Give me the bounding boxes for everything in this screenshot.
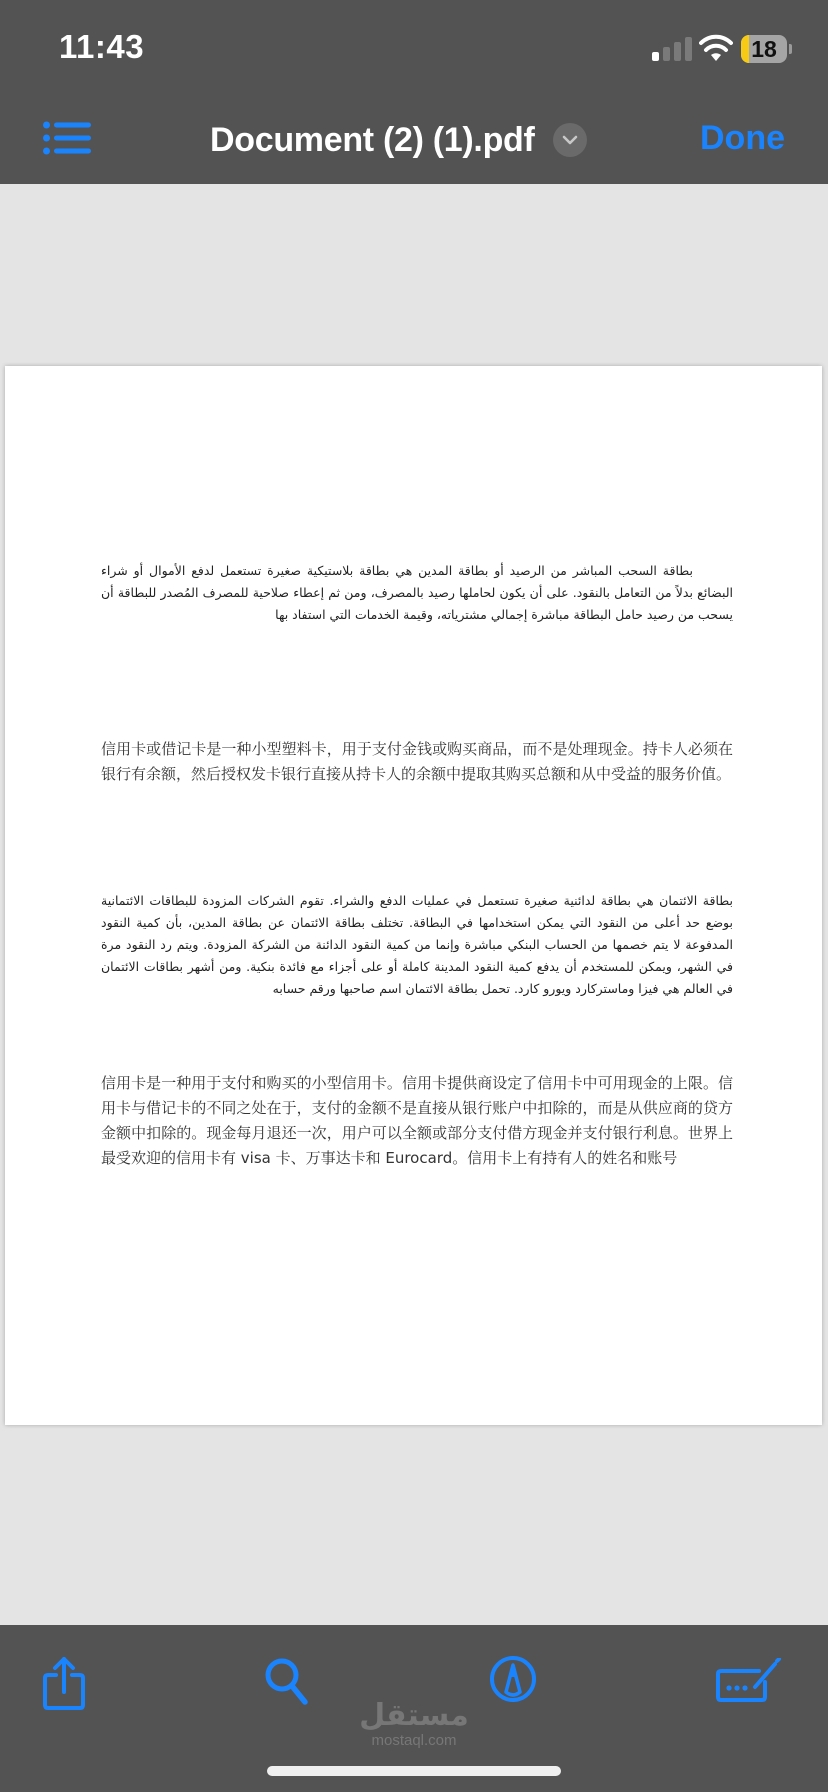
paragraph-arabic-credit-card: بطاقة الائتمان هي بطاقة لدائنية صغيرة تستعمل في عمليات الدفع والشراء. تقوم الشركات المزودة للبطاقات الائتمانية بوضع حد أعلى من النقود التي يمكن استخدامها في البطاقة. تختلف بطاقة الائتمان عن بطاقة المدين، بأن كمية النقود المدفوعة لا يتم خصمها من الحساب البنكي مباشرة وإنما من كمية النقود الدائنة من الشركة المزودة. ويتم رد النقود مرة في الشهر، ويمكن للمستخدم أن يدفع كمية النقود المدينة كاملة أو على أجزاء مع فائدة بنكية. ومن أشهر بطاقات الائتمان في العالم هي فيزا وماستركارد ويورو كارد. تحمل بطاقة الائتمان اسم صاحبها ورقم حسابه <box>101 893 733 996</box>
signature-icon[interactable] <box>715 1658 783 1704</box>
cellular-signal-icon <box>652 37 694 61</box>
battery-tip <box>789 44 792 54</box>
top-bar <box>0 0 828 184</box>
document-title-menu[interactable] <box>210 117 587 163</box>
status-time: 11:43 <box>59 28 145 65</box>
done-button[interactable]: Done <box>700 119 785 157</box>
battery-icon <box>741 35 787 63</box>
document-title: Document (2) (1).pdf <box>210 120 535 159</box>
paragraph-chinese-credit-card: 信用卡是一种用于支付和购买的小型信用卡。信用卡提供商设定了信用卡中可用现金的上限。信用卡与借记卡的不同之处在于，支付的金额不是直接从银行账户中扣除的，而是从供应商的贷方金额中扣除的。现金每月退还一次，用户可以全额或部分支付借方现金并支付银行利息。世界上最受欢迎的信用卡有 visa 卡、万事达卡和 Eurocard。信用卡上有持有人的姓名和账号 <box>101 1074 733 1167</box>
paragraph-chinese-debit-card: 信用卡或借记卡是一种小型塑料卡，用于支付金钱或购买商品，而不是处理现金。持卡人必须在银行有余额，然后授权发卡银行直接从持卡人的余额中提取其购买总额和从中受益的服务价值。 <box>101 740 733 783</box>
watermark <box>330 1700 498 1750</box>
pdf-page <box>5 366 822 1425</box>
list-icon[interactable] <box>43 121 91 155</box>
watermark-arabic: مستقل <box>359 1698 469 1733</box>
share-icon[interactable] <box>42 1655 86 1711</box>
home-indicator[interactable] <box>267 1766 561 1776</box>
chevron-down-icon[interactable] <box>553 123 587 157</box>
wifi-icon <box>699 34 733 62</box>
search-icon[interactable] <box>264 1657 310 1707</box>
watermark-latin: mostaql.com <box>371 1732 457 1749</box>
paragraph-arabic-debit-card: بطاقة السحب المباشر من الرصيد أو بطاقة المدين هي بطاقة بلاستيكية صغيرة تستعمل لدفع الأموال أو شراء البضائع بدلاً من التعامل بالنقود. على أن يكون لحاملها رصيد بالمصرف، ومن ثم إعطاء صلاحية للمصرف المُصدر للبطاقة أن يسحب من رصيد حامل البطاقة مباشرة إجمالي مشترياته، وقيمة الخدمات التي استفاد بها <box>101 563 733 622</box>
battery-level: 18 <box>751 36 777 62</box>
markup-pen-icon[interactable] <box>489 1655 537 1703</box>
